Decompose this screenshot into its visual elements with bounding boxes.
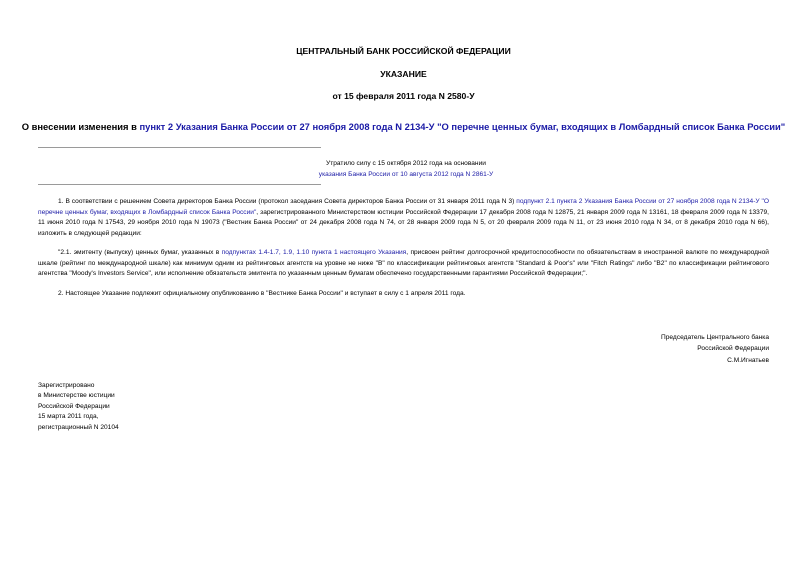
paragraph-1-text-b: , зарегистрированного Министерством юстиции Российской Федерации 17 декабря 2008 года N 12875, 21 января 2009 года N 13161, 18 февраля 2009 года N 13379, 11 июня 2010 года N 17543, 29 ноября 2010 года N 19073 ("Вестник Банка России" от 24 декабря 2008 года N 74, от 28 января 2009 года N 5, от 20 февраля 2009 года N 11, от 23 июня 2010 года N 34, от 8 декабря 2010 года N 66), изложить в следующей редакции: (38, 208, 769, 238)
bank-name: ЦЕНТРАЛЬНЫЙ БАНК РОССИЙСКОЙ ФЕДЕРАЦИИ (296, 46, 511, 56)
signature-org: Российской Федерации (697, 345, 769, 353)
paragraph-2-link[interactable]: подпунктах 1.4-1.7, 1.9, 1.10 пункта 1 настоящего Указания (221, 249, 407, 256)
registration-block (38, 381, 338, 433)
paragraph-1-link[interactable]: подпункт 2.1 пункта 2 Указания Банка России от 27 ноября 2008 года N 2134-У "О перечне ценных бумаг, входящих в Ломбардный список Банка России" (38, 198, 770, 216)
registration-line-4: 15 марта 2011 года, (38, 413, 99, 421)
signature-block (469, 332, 769, 366)
registration-line-2: в Министерстве юстиции (38, 392, 115, 400)
registration-line-1: Зарегистрировано (38, 382, 95, 389)
paragraph-2-text-b: , присвоен рейтинг долгосрочной кредитоспособности по обязательствам в иностранной валюте по международной шкале (рейтинг по международной шкале) как минимум одним из рейтинговых агентств на уровне не ниже "B" по классификации рейтинговых агентств "Standard & Poor's" или "Fitch Ratings" либо "B2" по классификации рейтингового агентства "Moody's Investors Service", или исполнение обязательств эмитента по указанным ценным бумагам обеспечено государственными гарантиями Российской Федерации;". (38, 249, 769, 278)
document-date-number: от 15 февраля 2011 года N 2580-У (332, 91, 475, 101)
title-link[interactable]: пункт 2 Указания Банка России от 27 ноября 2008 года N 2134-У "О перечне ценных бумаг, входящих в Ломбардный список Банка России" (139, 121, 786, 132)
document-type: УКАЗАНИЕ (380, 69, 427, 79)
paragraph-3 (38, 289, 769, 300)
divider-bottom (38, 184, 321, 185)
divider-top (38, 147, 321, 148)
paragraph-1-text-a: 1. В соответствии с решением Совета директоров Банка России (протокол заседания Совета директоров Банка России от 31 января 2011 года N 3) (58, 198, 517, 205)
paragraph-2 (38, 248, 769, 280)
status-note-link[interactable]: указания Банка России от 10 августа 2012 года N 2861-У (318, 171, 494, 178)
signature-position: Председатель Центрального банка (661, 334, 769, 341)
status-note-text: Утратило силу с 15 октября 2012 года на основании (326, 160, 486, 167)
registration-line-5: регистрационный N 20104 (38, 423, 119, 431)
paragraph-2-text-a: "2.1. эмитенту (выпуску) ценных бумаг, указанных в (58, 249, 222, 256)
title-prefix: О внесении изменения в (21, 121, 140, 132)
paragraph-1 (38, 197, 769, 240)
document-title (0, 121, 807, 132)
status-note (160, 158, 652, 180)
registration-line-3: Российской Федерации (38, 402, 110, 410)
signature-name: С.М.Игнатьев (727, 356, 769, 364)
paragraph-3-text: 2. Настоящее Указание подлежит официальному опубликованию в "Вестнике Банка России" и вступает в силу с 1 апреля 2011 года. (58, 290, 466, 297)
